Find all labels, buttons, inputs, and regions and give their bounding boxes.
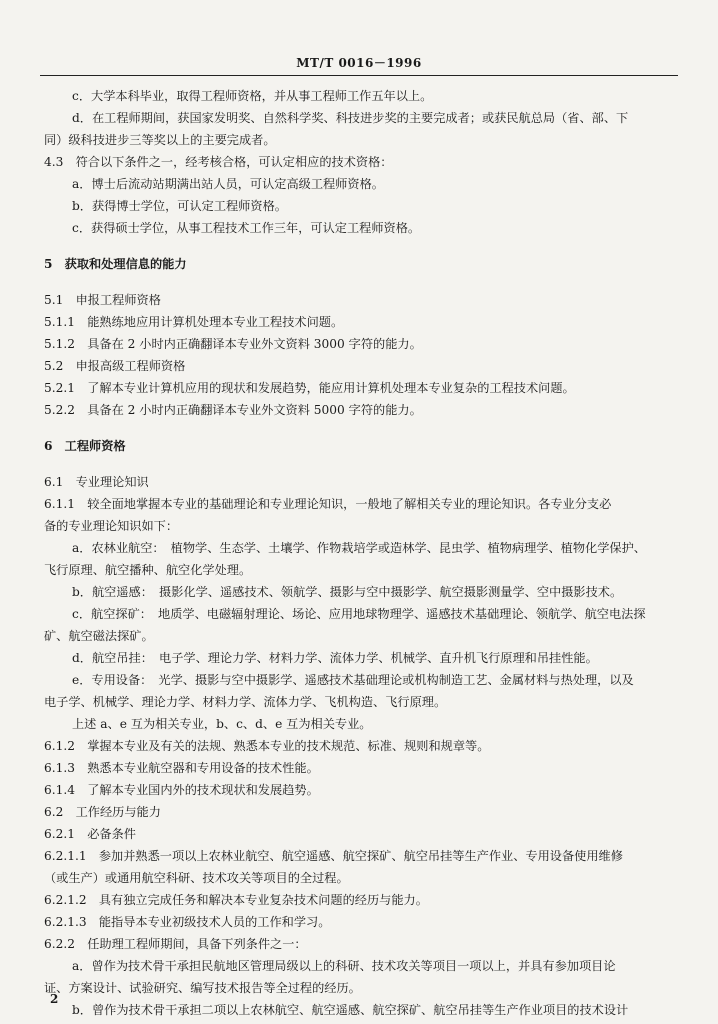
- text-line: 6.2.1.2 具有独立完成任务和解决本专业复杂技术问题的经历与能力。: [44, 893, 428, 907]
- text-line: 5.1 申报工程师资格: [44, 293, 161, 307]
- standard-code-header: MT/T 0016－1996: [296, 56, 422, 70]
- text-line: 6.1.2 掌握本专业及有关的法规、熟悉本专业的技术规范、标准、规则和规章等。: [44, 739, 490, 753]
- text-line: 6.2.1.3 能指导本专业初级技术人员的工作和学习。: [44, 915, 331, 929]
- text-line: a．曾作为技术骨干承担民航地区管理局级以上的科研、技术攻关等项目一项以上，并具有参加项目论: [72, 959, 616, 973]
- section-heading: 5 获取和处理信息的能力: [44, 257, 187, 271]
- text-line: 6.2 工作经历与能力: [44, 805, 161, 819]
- text-line: 6.2.1 必备条件: [44, 827, 136, 841]
- text-line: 5.2 申报高级工程师资格: [44, 359, 186, 373]
- text-line: c．航空探矿： 地质学、电磁辐射理论、场论、应用地球物理学、遥感技术基础理论、领航学、航空电法探: [72, 607, 646, 621]
- text-line: 5.1.2 具备在 2 小时内正确翻译本专业外文资料 3000 字符的能力。: [44, 337, 422, 351]
- text-line: 上述 a、e 互为相关专业，b、c、d、e 互为相关专业。: [72, 717, 372, 731]
- text-line: 6.1.3 熟悉本专业航空器和专用设备的技术性能。: [44, 761, 319, 775]
- text-line: b．航空遥感： 摄影化学、遥感技术、领航学、摄影与空中摄影学、航空摄影测量学、空中摄影技术。: [72, 585, 623, 599]
- page-number: 2: [50, 992, 59, 1006]
- text-line: 5.2.2 具备在 2 小时内正确翻译本专业外文资料 5000 字符的能力。: [44, 403, 422, 417]
- text-line: 5.1.1 能熟练地应用计算机处理本专业工程技术问题。: [44, 315, 344, 329]
- text-line: a．博士后流动站期满出站人员，可认定高级工程师资格。: [72, 177, 384, 191]
- text-line: b．曾作为技术骨干承担二项以上农林航空、航空遥感、航空探矿、航空吊挂等生产作业项目的技术设计: [72, 1003, 629, 1017]
- text-line: b．获得博士学位，可认定工程师资格。: [72, 199, 287, 213]
- text-line: c．获得硕士学位，从事工程技术工作三年，可认定工程师资格。: [72, 221, 421, 235]
- header-rule: [40, 75, 678, 76]
- text-line: 飞行原理、航空播种、航空化学处理。: [44, 563, 252, 577]
- text-line: a．农林业航空： 植物学、生态学、土壤学、作物栽培学或造林学、昆虫学、植物病理学、植物化学保护、: [72, 541, 646, 555]
- text-line: 6.2.2 任助理工程师期间，具备下列条件之一：: [44, 937, 307, 951]
- text-line: 电子学、机械学、理论力学、材料力学、流体力学、飞机构造、飞行原理。: [44, 695, 447, 709]
- text-line: 同）级科技进步三等奖以上的主要完成者。: [44, 133, 276, 147]
- text-line: 6.1.4 了解本专业国内外的技术现状和发展趋势。: [44, 783, 319, 797]
- text-line: e．专用设备： 光学、摄影与空中摄影学、遥感技术基础理论或机构制造工艺、金属材料与热处理，以及: [72, 673, 634, 687]
- text-line: 矿、航空磁法探矿。: [44, 629, 154, 643]
- text-line: d．在工程师期间，获国家发明奖、自然科学奖、科技进步奖的主要完成者；或获民航总局（省、部、下: [72, 111, 629, 125]
- text-line: （或生产）或通用航空科研、技术攻关等项目的全过程。: [44, 871, 349, 885]
- text-line: 6.1.1 较全面地掌握本专业的基础理论和专业理论知识，一般地了解相关专业的理论知识。各专业分支必: [44, 497, 612, 511]
- section-heading: 6 工程师资格: [44, 439, 126, 453]
- text-line: 6.1 专业理论知识: [44, 475, 149, 489]
- text-line: 证、方案设计、试验研究、编写技术报告等全过程的经历。: [44, 981, 361, 995]
- text-line: 备的专业理论知识如下：: [44, 519, 179, 533]
- text-line: 6.2.1.1 参加并熟悉一项以上农林业航空、航空遥感、航空探矿、航空吊挂等生产作业、专用设备使用维修: [44, 849, 623, 863]
- text-line: 4.3 符合以下条件之一，经考核合格，可认定相应的技术资格：: [44, 155, 393, 169]
- text-line: c．大学本科毕业，取得工程师资格，并从事工程师工作五年以上。: [72, 89, 433, 103]
- text-line: 5.2.1 了解本专业计算机应用的现状和发展趋势，能应用计算机处理本专业复杂的工程技术问题。: [44, 381, 575, 395]
- text-line: d．航空吊挂： 电子学、理论力学、材料力学、流体力学、机械学、直升机飞行原理和吊挂性能。: [72, 651, 598, 665]
